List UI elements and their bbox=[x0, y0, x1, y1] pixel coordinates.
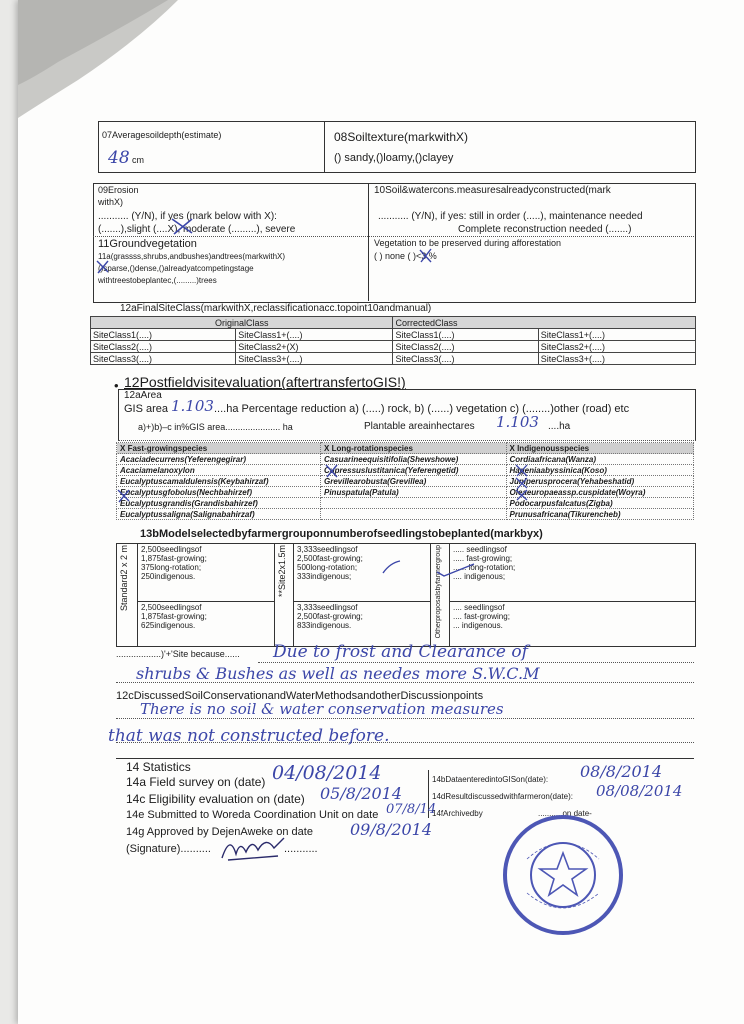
site-class-cell: SiteClass2(....) bbox=[91, 341, 236, 353]
site-class-cell: SiteClass2+(....) bbox=[538, 341, 695, 353]
stat-14c-label: 14c Eligibility evaluation on (date) bbox=[126, 792, 305, 806]
erosion-line-1: ........... (Y/N), if yes (mark below with X): bbox=[98, 211, 277, 222]
seed-line: ... indigenous. bbox=[453, 621, 503, 631]
standard-label: Standard2 x 2 m bbox=[119, 545, 129, 612]
site-label: **Site2x1.5m bbox=[277, 545, 287, 598]
species-cell: Eucalyptuscamaldulensis(Keybahirzaf) bbox=[117, 476, 321, 487]
soil-depth-unit: cm bbox=[132, 155, 144, 165]
species-x-mark-long bbox=[324, 462, 340, 480]
stat-14f-label: 14fArchivedby bbox=[432, 809, 483, 818]
site-option-b bbox=[294, 602, 431, 647]
erosion-line-2: (.......),slight (....X), moderate (.........), severe bbox=[98, 224, 296, 235]
species-row bbox=[117, 487, 694, 498]
seed-line: 1,875fast-growing; bbox=[141, 612, 207, 622]
gis-area-label: GIS area bbox=[124, 403, 169, 415]
species-header-fast bbox=[117, 443, 321, 454]
page-curl-shadow bbox=[18, 0, 188, 120]
seed-line: ...... long-rotation; bbox=[453, 563, 516, 572]
x-label: X bbox=[509, 443, 515, 453]
bullet-dot: • bbox=[114, 378, 119, 393]
vegetation-line-2: ()sparse,()dense,()alreadyatcompetingstage bbox=[98, 264, 254, 273]
discussion-handwriting-2: that was not constructed before. bbox=[108, 726, 390, 746]
site-class-table bbox=[90, 316, 696, 365]
species-cell: Acaciadecurrens(Yeferengegirar) bbox=[117, 454, 321, 465]
original-class-header: OriginalClass bbox=[91, 317, 393, 329]
site-class-row bbox=[91, 329, 696, 341]
species-row bbox=[117, 454, 694, 465]
species-x-marks-fast bbox=[116, 480, 132, 516]
site-class-cell: SiteClass2(....) bbox=[393, 341, 538, 353]
erosion-title: 09Erosion bbox=[98, 185, 139, 195]
stat-14d-value: 08/08/2014 bbox=[596, 782, 683, 800]
vegetation-line-1: 11a(grassss,shrubs,andbushes)andtrees(markwithX) bbox=[98, 252, 286, 261]
vegetation-line-3: withtreestobeplantec,(.........)trees bbox=[98, 276, 217, 285]
signature-tail: ........... bbox=[284, 843, 318, 855]
signature-label: (Signature).......... bbox=[126, 843, 211, 855]
signature-scribble bbox=[218, 830, 288, 866]
stat-14b-label: 14bDataenteredintoGISon(date): bbox=[432, 775, 549, 784]
species-cell: Podocarpusfalcatus(Zigba) bbox=[506, 498, 694, 509]
reason-handwriting-2: shrubs & Bushes as well as needes more S.W.C.M bbox=[136, 664, 540, 683]
seed-line: .... indigenous; bbox=[453, 572, 506, 581]
stat-14e-value: 07/8/14 bbox=[386, 802, 437, 817]
seed-line: 2,500seedlingsof bbox=[141, 545, 202, 554]
vegetation-preserve-line: ( ) none ( )<3 % bbox=[374, 251, 437, 261]
site-class-cell: SiteClass1+(....) bbox=[236, 329, 393, 341]
preserve-x-mark bbox=[418, 247, 434, 265]
other-option-b bbox=[450, 602, 696, 647]
site-class-cell: SiteClass3+(....) bbox=[538, 353, 695, 365]
species-cell: Grevillearobusta(Grevillea) bbox=[321, 476, 507, 487]
conservation-line-2: Complete reconstruction needed (.......) bbox=[458, 224, 632, 235]
gis-area-value: 1.103 bbox=[171, 397, 214, 415]
standard-label-cell bbox=[117, 544, 138, 647]
conservation-line-1: ........... (Y/N), if yes: still in order (.....), maintenance needed bbox=[378, 211, 643, 222]
other-label-cell bbox=[431, 544, 450, 647]
plantable-unit: ....ha bbox=[548, 421, 571, 432]
soil-texture-options: () sandy,()loamy,()clayey bbox=[334, 152, 454, 164]
vegetation-preserve-title: Vegetation to be preserved during afforestation bbox=[374, 238, 561, 248]
species-cell: Eucalyptusgfobolus(Nechbahirzef) bbox=[117, 487, 321, 498]
plantable-label: Plantable areainhectares bbox=[364, 421, 475, 432]
fast-growing-header: Fast-growingspecies bbox=[127, 443, 208, 453]
soil-texture-label: 08Soiltexture(markwithX) bbox=[334, 130, 469, 144]
vegetation-x-mark bbox=[94, 258, 112, 276]
species-cell: Juniperusprocera(Yehabeshatid) bbox=[506, 476, 694, 487]
site-label-cell bbox=[275, 544, 294, 647]
species-cell: Casuarineequisitifolia(Shewshowe) bbox=[321, 454, 507, 465]
seed-line: 625indigenous. bbox=[141, 621, 196, 631]
stat-14g-value: 09/8/2014 bbox=[350, 820, 433, 839]
site-because-label: ..................)'+'Site because...... bbox=[116, 649, 240, 659]
stamp-emblem-icon bbox=[507, 819, 619, 931]
reason-line-1 bbox=[258, 662, 694, 663]
reason-handwriting-1: Due to frost and Clearance of bbox=[273, 642, 528, 662]
erosion-x-mark bbox=[168, 215, 198, 237]
other-option-a bbox=[450, 544, 696, 602]
stat-14b-value: 08/8/2014 bbox=[580, 762, 663, 781]
gis-calc-line: a)+)b)–c in%GIS area...................... ha bbox=[138, 422, 293, 432]
erosion-divider bbox=[368, 183, 369, 301]
species-cell bbox=[321, 509, 507, 520]
species-cell: Eucalyptusgrandis(Grandisbahirzef) bbox=[117, 498, 321, 509]
seed-line: ..... seedlingsof bbox=[453, 545, 507, 554]
discussion-line-1 bbox=[116, 718, 694, 719]
site-class-cell: SiteClass1(....) bbox=[393, 329, 538, 341]
soil-depth-box bbox=[98, 121, 325, 173]
seed-line: .... seedlingsof bbox=[453, 603, 505, 613]
postfield-title: 12Postfieldvisitevaluation(aftertransfertoGIS!) bbox=[124, 374, 406, 390]
species-cell: Acaciamelanoxylon bbox=[117, 465, 321, 476]
seed-line: 3,333seedlingsof bbox=[297, 603, 358, 613]
soil-depth-value: 48 bbox=[108, 148, 130, 168]
soil-depth-label: 07Averagesoildepth(estimate) bbox=[102, 130, 222, 140]
seed-line: 333indigenous; bbox=[297, 572, 352, 581]
species-cell: Cupressuslustitanica(Yeferengetid) bbox=[321, 465, 507, 476]
species-cell: Pinuspatula(Patula) bbox=[321, 487, 507, 498]
species-table bbox=[116, 442, 694, 520]
seed-line: ..... fast-growing; bbox=[453, 554, 513, 563]
indigenous-header: Indigenousspecies bbox=[517, 443, 590, 453]
x-label: X bbox=[120, 443, 126, 453]
species-header-long bbox=[321, 443, 507, 454]
corrected-class-header: CorrectedClass bbox=[393, 317, 696, 329]
species-row bbox=[117, 509, 694, 520]
x-label: X bbox=[324, 443, 330, 453]
species-header-indigenous bbox=[506, 443, 694, 454]
official-stamp bbox=[503, 815, 623, 935]
seed-line: 2,500fast-growing; bbox=[297, 554, 363, 563]
soil-texture-box bbox=[324, 121, 696, 173]
stat-14f-tail: ...........on date- bbox=[538, 809, 592, 818]
site-class-row bbox=[91, 341, 696, 353]
species-cell bbox=[321, 498, 507, 509]
species-cell: Oleaeuropaeassp.cuspidate(Woyra) bbox=[506, 487, 694, 498]
gis-area-rest: ....ha Percentage reduction a) (.....) rock, b) (......) vegetation c) (........)other (road) etc bbox=[214, 403, 630, 415]
statistics-title: 14 Statistics bbox=[126, 760, 191, 774]
species-cell: Hageniaabyssinica(Koso) bbox=[506, 465, 694, 476]
site-class-cell: SiteClass3+(....) bbox=[236, 353, 393, 365]
stat-14a-value: 04/08/2014 bbox=[272, 762, 382, 784]
site-class-cell: SiteClass2+(X) bbox=[236, 341, 393, 353]
checkmark-scribble bbox=[434, 562, 480, 578]
stat-14c-value: 05/8/2014 bbox=[320, 784, 403, 803]
stat-14d-label: 14dResultdiscussedwithfarmeron(date): bbox=[432, 792, 573, 801]
seed-line: 833indigenous. bbox=[297, 621, 352, 631]
species-row bbox=[117, 465, 694, 476]
site-class-cell: SiteClass1+(....) bbox=[538, 329, 695, 341]
discussion-title: 12cDiscussedSoilConservationandWaterMethodsandotherDiscussionpoints bbox=[116, 690, 484, 702]
species-x-marks-indigenous bbox=[514, 462, 532, 502]
site-class-title: 12aFinalSiteClass(markwithX,reclassificationacc.topoint10andmanual) bbox=[120, 303, 432, 314]
species-row bbox=[117, 476, 694, 487]
scanned-form-page bbox=[18, 0, 744, 1024]
seed-line: 375long-rotation; bbox=[141, 563, 202, 572]
long-rotation-header: Long-rotationspecies bbox=[331, 443, 413, 453]
plantable-value: 1.103 bbox=[496, 413, 539, 431]
site-class-cell: SiteClass3(....) bbox=[91, 353, 236, 365]
seed-line: 1,875fast-growing; bbox=[141, 554, 207, 563]
seed-line: 2,500seedlingsof bbox=[141, 603, 202, 613]
species-row bbox=[117, 498, 694, 509]
discussion-handwriting-1: There is no soil & water conservation measures bbox=[140, 700, 504, 718]
vegetation-title: 11Groundvegetation bbox=[98, 238, 197, 250]
site-x-mark bbox=[380, 558, 404, 578]
seed-line: .... fast-growing; bbox=[453, 612, 510, 622]
area-label: 12aArea bbox=[124, 390, 162, 401]
other-label: Otherproposalsbyfarmergroup bbox=[435, 545, 442, 639]
seed-line: 2,500fast-growing; bbox=[297, 612, 363, 622]
species-cell: Cordiaafricana(Wanza) bbox=[506, 454, 694, 465]
standard-option-a bbox=[138, 544, 275, 602]
statistics-rule bbox=[116, 758, 694, 759]
stat-14g-label: 14g Approved by DejenAweke on date bbox=[126, 826, 313, 838]
seed-line: 3,333seedlingsof bbox=[297, 545, 358, 554]
site-class-row bbox=[91, 353, 696, 365]
seed-line: 250indigenous. bbox=[141, 572, 196, 581]
model-title: 13bModelselectedbyfarmergrouponnumberofseedlingstobeplanted(markbyx) bbox=[140, 528, 543, 540]
species-cell: Prunusafricana(Tikurencheb) bbox=[506, 509, 694, 520]
stat-14e-label: 14e Submitted to Woreda Coordination Unit on date bbox=[126, 809, 379, 821]
erosion-title-2: withX) bbox=[98, 197, 124, 207]
site-option-a bbox=[294, 544, 431, 602]
stat-14a-label: 14a Field survey on (date) bbox=[126, 775, 266, 789]
site-class-cell: SiteClass3(....) bbox=[393, 353, 538, 365]
conservation-title: 10Soil&watercons.measuresalreadyconstructed(mark bbox=[374, 185, 611, 196]
standard-option-b bbox=[138, 602, 275, 647]
seed-line: 500long-rotation; bbox=[297, 563, 358, 572]
seedling-model-table bbox=[116, 543, 696, 647]
site-class-cell: SiteClass1(....) bbox=[91, 329, 236, 341]
species-cell: Eucalyptussaligna(Salignabahirzaf) bbox=[117, 509, 321, 520]
